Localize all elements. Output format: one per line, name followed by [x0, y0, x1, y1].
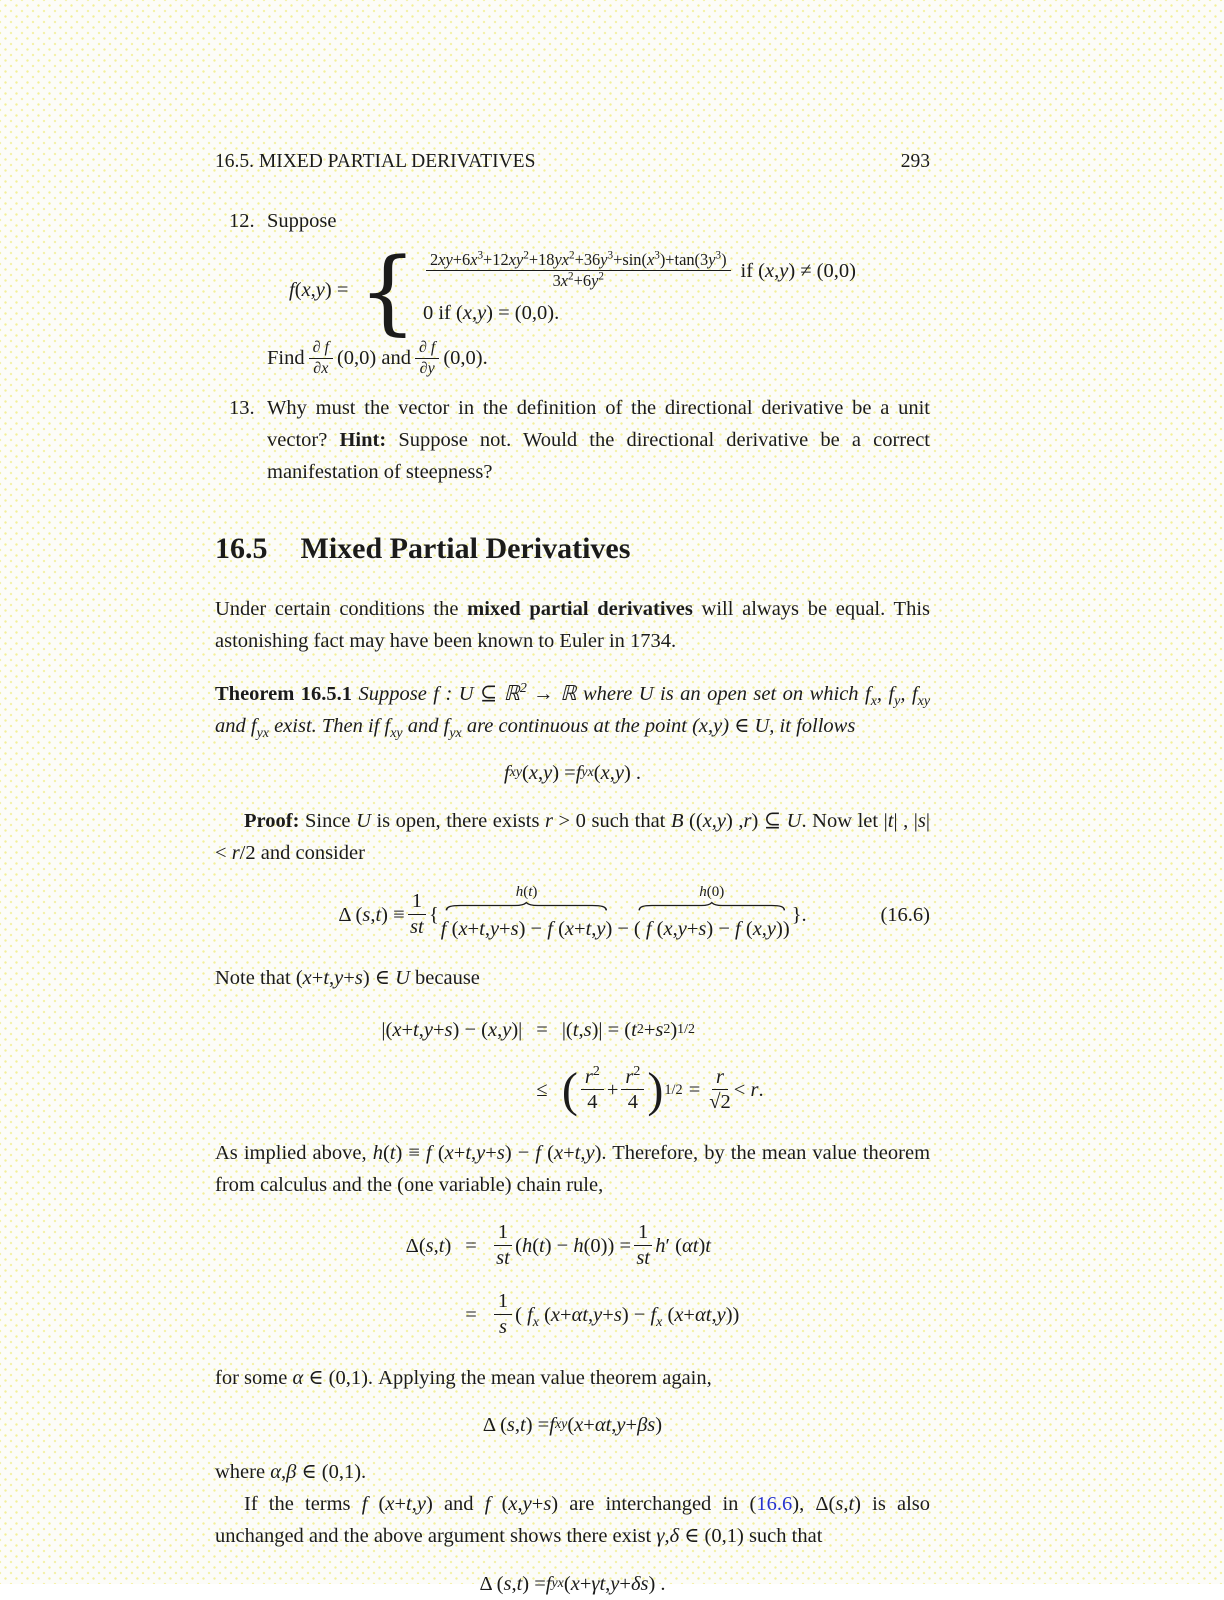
fraction-numerator: $r^2$	[621, 1066, 644, 1091]
equation-16-6	[215, 885, 930, 945]
partial-df-dx-fraction	[309, 339, 333, 378]
equals-sign: =	[688, 1078, 701, 1101]
fraction-denominator: st	[409, 916, 424, 939]
partial-df-dy-fraction	[415, 339, 439, 378]
problem-12	[215, 205, 930, 237]
fraction-numerator: $2xy+6x^3+12xy^2+18yx^2+36y^3+\sin(x^3)+\tan(3y^3)$	[426, 251, 731, 271]
overbrace-label-h0: h(0)	[699, 883, 725, 900]
section-heading	[215, 532, 930, 566]
fraction-numerator: 1	[494, 1221, 512, 1246]
forsome-paragraph: for some α ∈ (0,1). Applying the mean value theorem again,	[215, 1367, 712, 1390]
piecewise-case-1	[423, 251, 856, 291]
piecewise-condition-1: if (x,y) ≠ (0,0)	[740, 259, 856, 282]
overbrace-content-h0: ( f (x,y+s) − f (x,y))	[633, 917, 790, 940]
fraction-numerator: ∂ f	[309, 339, 333, 359]
overbrace-icon	[444, 902, 609, 911]
equation-delta-fxy: Δ ( s , t ) = f xy ( x + αt , y + βs )	[482, 1414, 663, 1437]
find-post: (0,0).	[443, 347, 488, 370]
equation-16-6-block	[215, 885, 930, 945]
theorem-body: Suppose f : U ⊆ ℝ$^2$ → ℝ where U is an open set on which $f_x$, $f_y$, $f_{xy}$ and $f_{yx}$ exist. Then if $f_{xy}$ and $f_{yx}$ are continuous at the point (x,y) ∈ U, it follows	[215, 680, 931, 741]
overbrace-group-h0	[634, 885, 790, 945]
one-over-st-fraction	[408, 890, 426, 939]
problem-12-number: 12.	[229, 210, 255, 232]
r-over-sqrt2-fraction	[709, 1066, 731, 1115]
fraction-denominator: $3x^2+6y^2$	[552, 270, 604, 291]
interchange-paragraph	[215, 1488, 930, 1552]
align1-rel-1: =	[536, 1018, 548, 1041]
problem-13	[215, 392, 930, 488]
align1-rhs-1: |( t , s )| = ( t 2 + s 2 ) 1/2	[561, 1018, 695, 1041]
fraction-numerator: r	[712, 1066, 728, 1091]
align1-rel-2: ≤	[536, 1078, 548, 1101]
align2-tail-1: h′ (αt)t	[655, 1234, 711, 1257]
find-derivatives-line	[215, 339, 930, 378]
implied-paragraph: As implied above, h(t) ≡ f (x+t,y+s) − f (x+t,y). Therefore, by the mean value theorem from calculus and the (one variable) chain rule,	[215, 1142, 931, 1197]
overbrace-content-ht: f (x+t,y+s) − f (x+t,y)	[440, 917, 613, 940]
fraction-numerator: $r^2$	[581, 1066, 604, 1091]
equation-number: (16.6)	[880, 903, 930, 926]
interchange-post: ), Δ(s,t) is also unchanged and the above argument shows there exist γ,δ ∈ (0,1) such that	[215, 1493, 930, 1548]
running-header	[215, 146, 930, 178]
theorem-equation: f xy ( x , y ) = f yx ( x , y ) .	[503, 761, 642, 784]
theorem-paragraph	[215, 678, 930, 742]
r2-over-4-fraction	[581, 1063, 604, 1115]
align2-tail-2: ( $f_x$ $(x+\alpha t,y+s) - f_x$ (x+αt,y))	[515, 1303, 740, 1330]
section-number: 16.5	[215, 531, 268, 565]
overbrace-label-ht: h(t)	[515, 883, 538, 900]
minus-sign: −	[617, 917, 629, 940]
fraction-denominator: 4	[627, 1091, 638, 1114]
align2-rel-1: =	[465, 1234, 477, 1257]
r2-over-4-fraction	[621, 1063, 644, 1115]
overbrace-group-ht	[441, 885, 613, 945]
problem-13-question: Why must the vector in the definition of the directional derivative be a unit vector?	[267, 396, 930, 451]
fraction-denominator: √2	[709, 1091, 731, 1114]
piecewise-cases	[423, 251, 856, 329]
plus-sign: +	[606, 1078, 619, 1101]
problem-13-number: 13.	[229, 396, 255, 419]
proof-label: Proof:	[244, 809, 300, 832]
where-paragraph: where α,β ∈ (0,1).	[215, 1461, 367, 1484]
equation-piecewise: f ( x , y ) = { $\frac{2xy+6x^3+12xy^2+18yx^2+36y^3+\sin(x^3)+\tan(3y^3)}{3x^2+6y^2}$ if (x,y) ≠ (0,0) 0 if ( x , y ) = (0,0).	[289, 237, 856, 345]
section-title: Mixed Partial Derivatives	[300, 531, 631, 565]
interchange-pre: If the terms f (x+t,y) and f (x,y+s) are interchanged in (	[244, 1493, 757, 1516]
align1-rhs-2: ( $\frac{r^2}{4}$ + $\frac{r^2}{4}$ ) 1/2 = $\frac{r}{√2}$ < r.	[561, 1063, 764, 1117]
fraction-denominator: s	[498, 1316, 507, 1339]
one-over-st-fraction	[634, 1221, 652, 1270]
less-than-r: < r.	[733, 1078, 764, 1101]
equation-16-6-link[interactable]: 16.6	[756, 1493, 793, 1516]
fraction-denominator: st	[496, 1247, 510, 1270]
theorem-label: Theorem 16.5.1	[215, 682, 353, 705]
proof-paragraph	[215, 805, 930, 869]
fraction-denominator: ∂y	[419, 359, 435, 377]
fraction-denominator: 4	[587, 1091, 598, 1114]
piecewise-case-2: 0 if ( x , y ) = (0,0).	[422, 301, 560, 324]
equation-delta-fyx: Δ ( s , t ) = f yx ( x + γt , y + δs ) .	[479, 1573, 666, 1596]
proof-body: Since U is open, there exists r > 0 such that B ((x,y) ,r) ⊆ U. Now let |t| , |s| < r/2 and consider	[215, 809, 930, 864]
piecewise-lhs: f ( x , y ) =	[289, 278, 349, 301]
overbrace-icon	[637, 902, 787, 911]
align2-rel-2: =	[465, 1303, 477, 1326]
page-number: 293	[900, 151, 930, 172]
aligned-display-1	[215, 1014, 930, 1115]
open-brace: {	[428, 903, 439, 926]
align1-lhs: |(x+t,y+s) − (x,y)|	[381, 1018, 523, 1041]
aligned-display-2	[215, 1221, 930, 1339]
hint-label: Hint:	[339, 428, 387, 451]
find-word: Find	[267, 347, 305, 370]
one-over-s-fraction	[494, 1290, 512, 1339]
one-over-st-fraction	[494, 1221, 512, 1270]
fraction-denominator: ∂x	[313, 359, 329, 377]
fraction-numerator: 1	[494, 1290, 512, 1315]
fraction-numerator: 1	[634, 1221, 652, 1246]
fraction-denominator: st	[636, 1247, 650, 1270]
align2-mid: (h(t) − h(0)) =	[515, 1234, 632, 1257]
note-paragraph: Note that (x+t,y+s) ∈ U because	[215, 966, 480, 989]
running-head-title: 16.5. MIXED PARTIAL DERIVATIVES	[215, 151, 536, 172]
problem-12-lead: Suppose	[267, 210, 337, 232]
align2-rhs-1	[491, 1221, 711, 1270]
align2-lhs: Δ(s,t)	[405, 1234, 452, 1257]
hint-text: Suppose not. Would the directional derivative be a correct manifestation of steepness?	[267, 428, 930, 483]
find-mid: (0,0) and	[336, 347, 411, 370]
close-brace: }.	[791, 903, 807, 926]
fraction-numerator: 1	[408, 890, 426, 915]
intro-paragraph: Under certain conditions the mixed partial derivatives will always be equal. This astonishing fact may have been known to Euler in 1734.	[215, 597, 930, 652]
eq166-lhs: Δ ( s , t ) ≡	[338, 903, 405, 926]
fraction	[426, 251, 731, 291]
align2-rhs-2	[491, 1290, 739, 1339]
fraction-numerator: ∂ f	[415, 339, 439, 359]
